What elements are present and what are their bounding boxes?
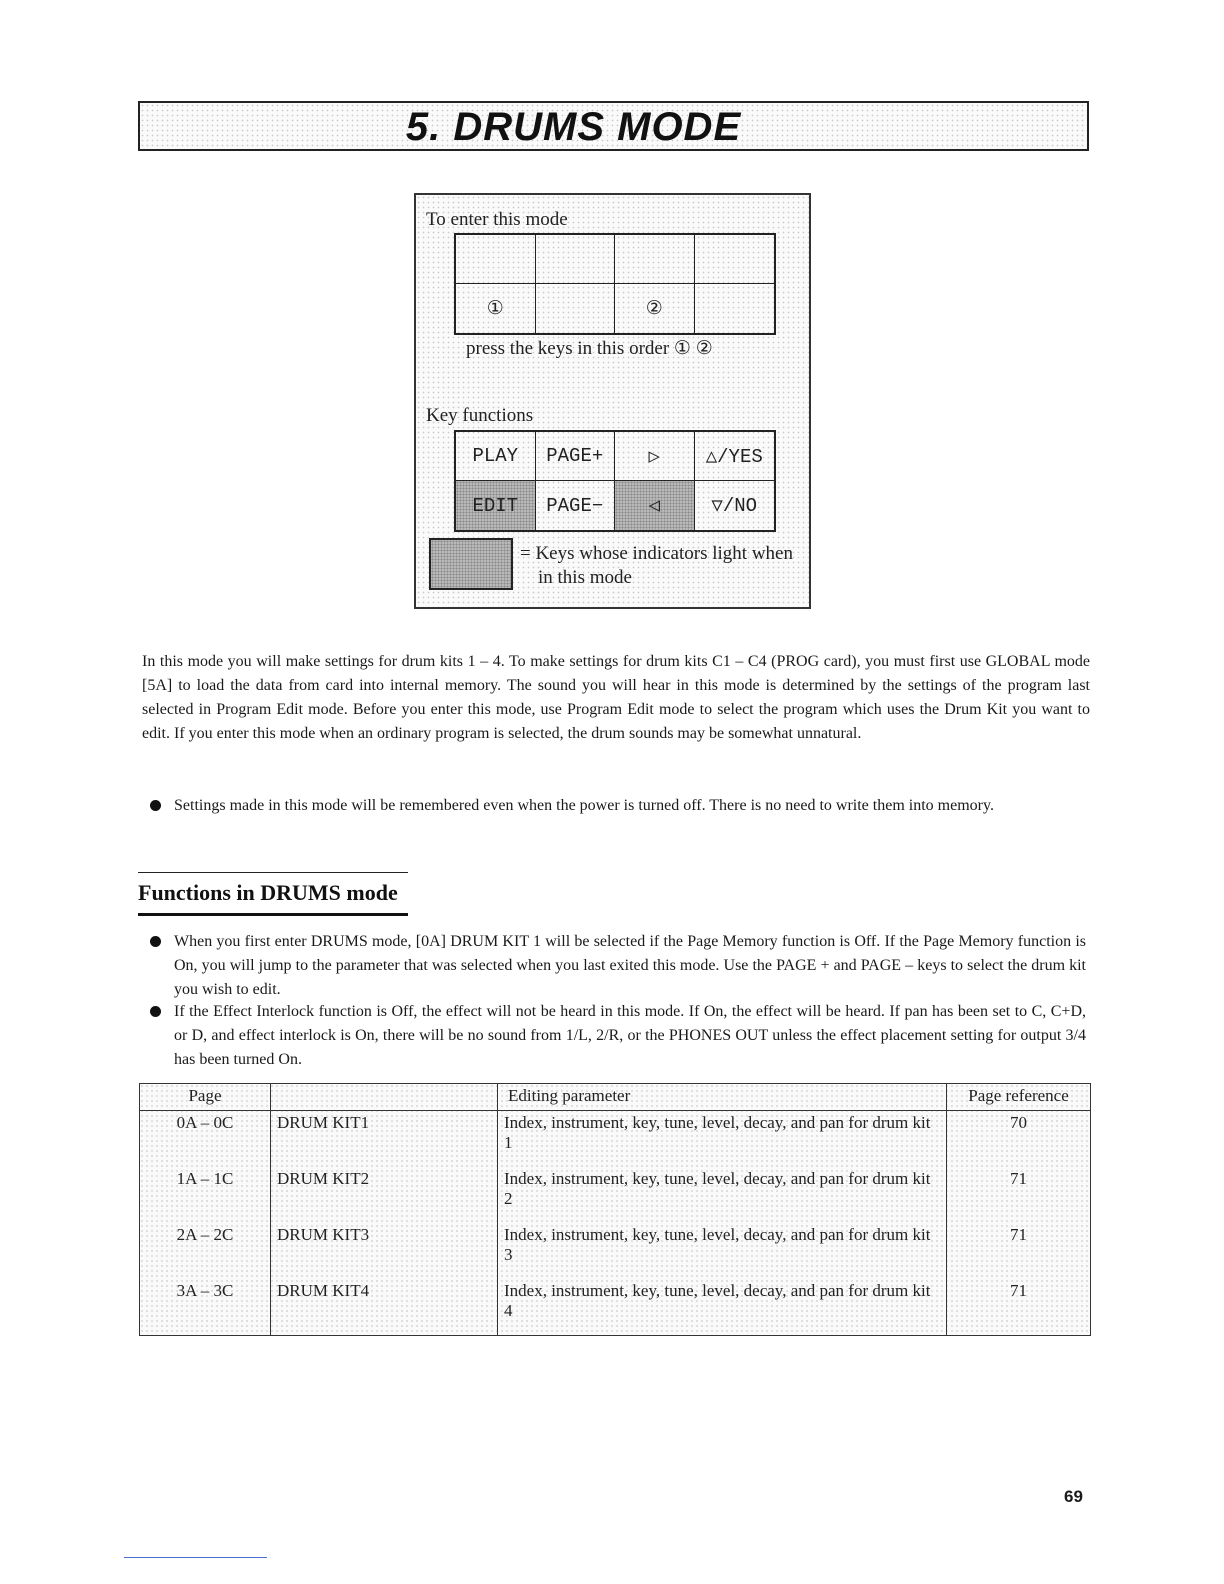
page-title: 5. DRUMS MODE bbox=[405, 105, 742, 149]
row-kit-name: DRUM KIT2 bbox=[271, 1167, 498, 1223]
enter-key-cell bbox=[695, 235, 775, 284]
function-bullet-text: When you first enter DRUMS mode, [0A] DRUM KIT 1 will be selected if the Page Memory function is Off. If the Page Memory function is On, you will jump to the parameter that was selected when you last exited this mode. Use the PAGE + and PAGE – keys to select the drum kit you wish to edit. bbox=[174, 933, 1086, 998]
title-banner bbox=[138, 101, 1089, 151]
cursor-right-key: ▷ bbox=[615, 432, 695, 481]
press-order-text: press the keys in this order ① ② bbox=[466, 338, 713, 359]
table-row bbox=[140, 1279, 1091, 1336]
enter-mode-label: To enter this mode bbox=[426, 209, 568, 230]
table-row bbox=[140, 1167, 1091, 1223]
enter-key-grid bbox=[454, 233, 776, 335]
memory-note-text: Settings made in this mode will be remembered even when the power is turned off. There is no need to write them into memory. bbox=[174, 797, 994, 814]
function-key-grid bbox=[454, 430, 776, 532]
enter-key-cell bbox=[456, 235, 536, 284]
header-name bbox=[271, 1084, 498, 1111]
row-reference: 71 bbox=[947, 1279, 1091, 1336]
bullet-icon bbox=[150, 936, 161, 947]
down-no-key: ▽/NO bbox=[711, 495, 758, 517]
header-page: Page bbox=[140, 1084, 271, 1111]
row-kit-name: DRUM KIT3 bbox=[271, 1223, 498, 1279]
row-parameter: Index, instrument, key, tune, level, decay, and pan for drum kit 3 bbox=[498, 1223, 947, 1279]
memory-note bbox=[150, 794, 1086, 818]
key-functions-label: Key functions bbox=[426, 405, 534, 426]
enter-key-step-2: ② bbox=[615, 284, 695, 333]
row-page: 0A – 0C bbox=[140, 1111, 271, 1168]
row-reference: 71 bbox=[947, 1167, 1091, 1223]
function-bullet bbox=[150, 930, 1086, 1002]
footer-rule bbox=[124, 1557, 267, 1558]
table-row bbox=[140, 1223, 1091, 1279]
edit-key: EDIT bbox=[456, 481, 536, 530]
enter-key-step-1: ① bbox=[456, 284, 536, 333]
play-key: PLAY bbox=[456, 432, 536, 481]
bullet-icon bbox=[150, 800, 161, 811]
table-header-row bbox=[140, 1084, 1091, 1111]
row-kit-name: DRUM KIT4 bbox=[271, 1279, 498, 1336]
row-kit-name: DRUM KIT1 bbox=[271, 1111, 498, 1168]
legend-line-1: = Keys whose indicators light when bbox=[520, 543, 793, 564]
enter-key-cell bbox=[695, 284, 775, 333]
page-plus-key: PAGE+ bbox=[536, 432, 616, 481]
row-parameter: Index, instrument, key, tune, level, decay, and pan for drum kit 2 bbox=[498, 1167, 947, 1223]
lit-key-legend-text bbox=[520, 542, 793, 590]
enter-key-cell bbox=[536, 284, 616, 333]
table-row bbox=[140, 1111, 1091, 1168]
function-bullet-text: If the Effect Interlock function is Off, the effect will not be heard in this mode. If On, the effect will be heard. If pan has been set to C, C+D, or D, and effect interlock is On, there will be no sound from 1/L, 2/R, or the PHONES OUT unless the effect placement setting for output 3/4 has been turned On. bbox=[174, 1003, 1086, 1068]
row-page: 3A – 3C bbox=[140, 1279, 271, 1336]
page-number: 69 bbox=[1064, 1487, 1083, 1506]
row-parameter: Index, instrument, key, tune, level, decay, and pan for drum kit 1 bbox=[498, 1111, 947, 1168]
row-page: 1A – 1C bbox=[140, 1167, 271, 1223]
enter-key-cell bbox=[615, 235, 695, 284]
row-reference: 70 bbox=[947, 1111, 1091, 1168]
intro-paragraph: In this mode you will make settings for drum kits 1 – 4. To make settings for drum kits C1 – C4 (PROG card), you must first use GLOBAL mode [5A] to load the data from card into internal memory. The sound you will hear in this mode is determined by the settings of the program last selected in Program Edit mode. Before you enter this mode, use Program Edit mode to select the program which uses the Drum Kit you want to edit. If you enter this mode when an ordinary program is selected, the drum sounds may be somewhat unnatural. bbox=[142, 653, 1090, 742]
header-page-reference: Page reference bbox=[947, 1084, 1091, 1111]
legend-line-2: in this mode bbox=[538, 567, 632, 588]
lit-key-legend-swatch bbox=[429, 538, 513, 590]
row-page: 2A – 2C bbox=[140, 1223, 271, 1279]
bullet-icon bbox=[150, 1006, 161, 1017]
enter-key-cell bbox=[536, 235, 616, 284]
page-minus-key: PAGE− bbox=[536, 481, 616, 530]
header-editing-parameter: Editing parameter bbox=[498, 1084, 947, 1111]
mode-key-panel bbox=[414, 193, 811, 609]
up-yes-key: △/YES bbox=[695, 432, 775, 481]
function-bullet bbox=[150, 1000, 1086, 1072]
row-parameter: Index, instrument, key, tune, level, decay, and pan for drum kit 4 bbox=[498, 1279, 947, 1336]
row-reference: 71 bbox=[947, 1223, 1091, 1279]
section-heading: Functions in DRUMS mode bbox=[138, 872, 408, 916]
cursor-left-key: ◁ bbox=[615, 481, 695, 530]
parameter-table bbox=[139, 1083, 1091, 1336]
